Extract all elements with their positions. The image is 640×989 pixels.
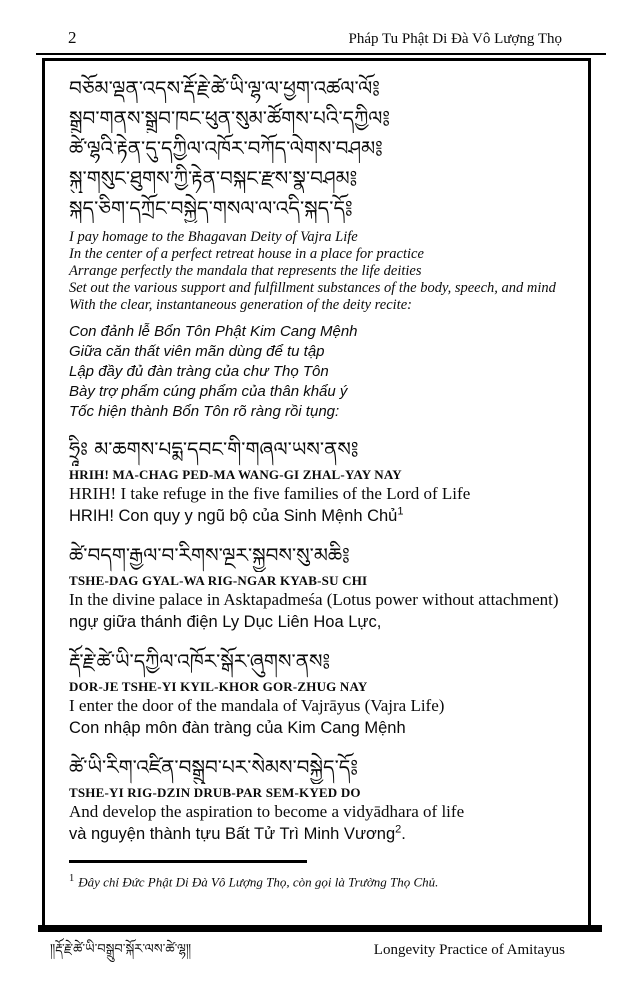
- verse-english: I enter the door of the mandala of Vajrāyus (Vajra Life): [69, 696, 445, 715]
- verse-tibetan: ཚེ་བདག་རྒྱལ་བ་རིགས་ལྔར་སྐྱབས་སུ་མཆི༔: [69, 543, 350, 567]
- verse-section: [69, 538, 566, 634]
- verse-vietnamese: [69, 822, 566, 846]
- verse-vietnamese-text: ngự giữa thánh điện Ly Dục Liên Hoa Lực,: [69, 613, 382, 631]
- footer-title: Longevity Practice of Amitayus: [373, 942, 565, 958]
- verse-transliteration: TSHE-DAG GYAL-WA RIG-NGAR KYAB-SU CHI: [69, 573, 368, 588]
- verse-tibetan: ཚེ་ཡི་རིག་འཛིན་བསྒྲུབ་པར་སེམས་བསྐྱེད་དོ༔: [69, 755, 358, 779]
- vietnamese-line: Lập đầy đủ đàn tràng của chư Thọ Tôn: [69, 363, 329, 380]
- header-title: Pháp Tu Phật Di Đà Vô Lượng Thọ: [348, 31, 562, 47]
- verse-english: In the divine palace in Asktapadmeśa (Lotus power without attachment): [69, 590, 559, 609]
- verse-transliteration: HRIH! MA-CHAG PED-MA WANG-GI ZHAL-YAY NAY: [69, 467, 402, 482]
- english-line: I pay homage to the Bhagavan Deity of Vajra Life: [69, 229, 358, 245]
- english-line: Set out the various support and fulfillment substances of the body, speech, and mind: [69, 280, 556, 296]
- bottom-rule: [38, 925, 602, 932]
- vietnamese-line: Con đảnh lễ Bổn Tôn Phật Kim Cang Mệnh: [69, 323, 358, 340]
- content-box: [42, 58, 591, 932]
- verse-vietnamese-suffix: .: [401, 825, 406, 843]
- verse-tibetan: རྡོ་རྗེ་ཚེ་ཡི་དཀྱིལ་འཁོར་སྒོར་ཞུགས་ནས༔: [69, 649, 331, 673]
- verse-transliteration: TSHE-YI RIG-DZIN DRUB-PAR SEM-KYED DO: [69, 785, 361, 800]
- tibetan-line: སྐུ་གསུང་ཐུགས་ཀྱི་རྟེན་བསྐང་རྫས་སྣ་བཤམ༔: [69, 166, 358, 190]
- tibetan-line: སྒྲུབ་གནས་སྒྲུབ་ཁང་ཕུན་སུམ་ཚོགས་པའི་དཀྱིལ༔: [69, 106, 391, 130]
- verse-section: [69, 750, 566, 846]
- intro-tibetan-block: [69, 73, 566, 223]
- verse-section: [69, 432, 566, 528]
- verse-english: And develop the aspiration to become a vidyādhara of life: [69, 802, 465, 821]
- footnote: [69, 873, 566, 890]
- tibetan-line: ཚེ་ལྷའི་རྟེན་དུ་དཀྱིལ་འཁོར་བཀོད་ལེགས་བཤམ༔: [69, 136, 383, 160]
- english-line: Arrange perfectly the mandala that represents the life deities: [69, 263, 422, 279]
- vietnamese-line: Tốc hiện thành Bổn Tôn rõ ràng rồi tụng:: [69, 403, 340, 420]
- verse-vietnamese-text: và nguyện thành tựu Bất Tử Trì Minh Vương: [69, 825, 396, 843]
- footnote-text: Đây chỉ Đức Phật Di Đà Vô Lượng Thọ, còn gọi là Trường Thọ Chủ.: [78, 874, 439, 890]
- verse-vietnamese-text: Con nhập môn đàn tràng của Kim Cang Mệnh: [69, 719, 406, 737]
- intro-vietnamese-block: [69, 322, 566, 422]
- verse-vietnamese: [69, 504, 566, 528]
- vietnamese-line: Bày trợ phẩm cúng phẩm của thân khẩu ý: [69, 383, 348, 400]
- footnote-marker: 1: [69, 873, 75, 884]
- page-header: [36, 28, 606, 55]
- footnote-reference: 1: [397, 505, 404, 518]
- tibetan-line: སྐད་ཅིག་དཀྲོང་བསྐྱེད་གསལ་ལ་འདི་སྐད་དོ༔: [69, 196, 353, 220]
- tibetan-line: བཅོམ་ལྡན་འདས་རྡོ་རྗེ་ཚེ་ཡི་ལྷ་ལ་ཕྱག་འཚལ་ལོ༔: [69, 76, 380, 100]
- intro-english-block: [69, 229, 566, 314]
- footnote-separator: [69, 860, 307, 863]
- verse-vietnamese: [69, 716, 566, 740]
- english-line: With the clear, instantaneous generation of the deity recite:: [69, 297, 412, 313]
- verse-tibetan: ཧྲཱིཿ མ་ཆགས་པདྨ་དབང་གི་གཞལ་ཡས་ནས༔: [69, 437, 359, 461]
- verse-transliteration: DOR-JE TSHE-YI KYIL-KHOR GOR-ZHUG NAY: [69, 679, 368, 694]
- vietnamese-line: Giữa căn thất viên mãn dùng để tu tập: [69, 343, 325, 360]
- page-number: 2: [68, 28, 77, 47]
- verse-section: [69, 644, 566, 740]
- verse-vietnamese: [69, 610, 566, 634]
- english-line: In the center of a perfect retreat house in a place for practice: [69, 246, 424, 262]
- footnote-reference: 2: [395, 823, 402, 836]
- verse-vietnamese-text: HRIH! Con quy y ngũ bộ của Sinh Mệnh Chủ: [69, 507, 398, 525]
- verse-english: HRIH! I take refuge in the five families of the Lord of Life: [69, 484, 471, 503]
- page-footer: [42, 938, 591, 962]
- footer-tibetan: ༎རྡོ་རྗེ་ཚེ་ཡི་བསྒྲུབ་སྐོར་ལས་ཚེ་ལྷ༎: [50, 942, 192, 957]
